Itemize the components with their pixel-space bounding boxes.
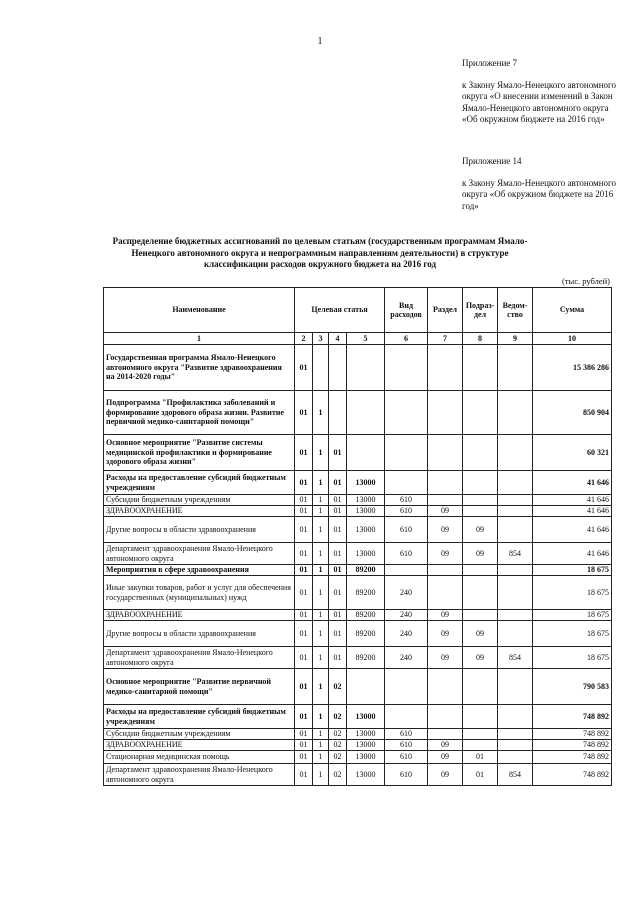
cell-vr: 240 — [385, 647, 428, 669]
cell-pr — [463, 345, 498, 391]
cell-pr — [463, 669, 498, 705]
table-row — [104, 764, 612, 786]
cell-pr — [463, 740, 498, 751]
cell-ved: 854 — [498, 764, 533, 786]
table-row — [104, 740, 612, 751]
cell-ved — [498, 471, 533, 495]
table-row — [104, 729, 612, 740]
cell-c2: 01 — [295, 740, 313, 751]
column-number: 4 — [329, 333, 347, 345]
cell-name: Департамент здравоохранения Ямало-Ненецкого автономного округа — [104, 764, 295, 786]
cell-c5: 13000 — [347, 751, 385, 764]
cell-pr: 01 — [463, 764, 498, 786]
cell-c5: 89200 — [347, 647, 385, 669]
cell-c3: 1 — [313, 543, 329, 565]
cell-c2: 01 — [295, 345, 313, 391]
cell-name: Расходы на предоставление субсидий бюджетным учреждениям — [104, 705, 295, 729]
cell-rz — [428, 471, 463, 495]
cell-sum: 18 675 — [533, 647, 612, 669]
table-row — [104, 435, 612, 471]
cell-c2: 01 — [295, 621, 313, 647]
cell-c3 — [313, 345, 329, 391]
cell-rz — [428, 669, 463, 705]
cell-c2: 01 — [295, 729, 313, 740]
cell-c4: 01 — [329, 506, 347, 517]
cell-rz: 09 — [428, 610, 463, 621]
column-number: 10 — [533, 333, 612, 345]
table-row — [104, 669, 612, 705]
cell-c4: 02 — [329, 751, 347, 764]
table-row — [104, 543, 612, 565]
cell-c2: 01 — [295, 506, 313, 517]
cell-ved — [498, 610, 533, 621]
cell-c5: 13000 — [347, 543, 385, 565]
cell-vr: 610 — [385, 543, 428, 565]
cell-c5: 13000 — [347, 517, 385, 543]
appendix-7-block — [462, 58, 622, 126]
cell-c5: 13000 — [347, 764, 385, 786]
cell-ved — [498, 705, 533, 729]
cell-rz — [428, 565, 463, 576]
cell-vr: 240 — [385, 610, 428, 621]
cell-ved — [498, 435, 533, 471]
cell-pr — [463, 391, 498, 435]
cell-vr — [385, 391, 428, 435]
cell-name: Мероприятия в сфере здравоохранения — [104, 565, 295, 576]
cell-vr: 610 — [385, 764, 428, 786]
cell-c2: 01 — [295, 435, 313, 471]
cell-c3: 1 — [313, 391, 329, 435]
cell-name: ЗДРАВООХРАНЕНИЕ — [104, 740, 295, 751]
cell-ved — [498, 576, 533, 610]
cell-vr — [385, 565, 428, 576]
cell-vr — [385, 345, 428, 391]
cell-ved — [498, 565, 533, 576]
cell-c4: 01 — [329, 495, 347, 506]
cell-rz: 09 — [428, 506, 463, 517]
cell-c3: 1 — [313, 495, 329, 506]
cell-rz: 09 — [428, 621, 463, 647]
cell-c2: 01 — [295, 610, 313, 621]
header-subsection: Подраз-дел — [463, 288, 498, 333]
cell-c3: 1 — [313, 740, 329, 751]
cell-c5: 89200 — [347, 610, 385, 621]
cell-c4: 01 — [329, 565, 347, 576]
table-row — [104, 647, 612, 669]
cell-rz: 09 — [428, 740, 463, 751]
cell-c4: 01 — [329, 471, 347, 495]
cell-rz: 09 — [428, 764, 463, 786]
cell-c4: 01 — [329, 517, 347, 543]
cell-sum: 18 675 — [533, 610, 612, 621]
cell-c3: 1 — [313, 729, 329, 740]
cell-sum: 41 646 — [533, 543, 612, 565]
cell-c3: 1 — [313, 621, 329, 647]
cell-c3: 1 — [313, 517, 329, 543]
cell-vr: 610 — [385, 517, 428, 543]
cell-sum: 18 675 — [533, 565, 612, 576]
cell-c5: 89200 — [347, 576, 385, 610]
column-number: 5 — [347, 333, 385, 345]
cell-ved — [498, 669, 533, 705]
cell-c4: 01 — [329, 647, 347, 669]
cell-c3: 1 — [313, 751, 329, 764]
cell-c5: 13000 — [347, 495, 385, 506]
cell-rz — [428, 435, 463, 471]
cell-vr: 240 — [385, 576, 428, 610]
cell-vr: 610 — [385, 729, 428, 740]
cell-pr: 09 — [463, 543, 498, 565]
cell-pr — [463, 705, 498, 729]
cell-sum: 41 646 — [533, 471, 612, 495]
cell-name: Департамент здравоохранения Ямало-Ненецкого автономного округа — [104, 543, 295, 565]
cell-sum: 748 892 — [533, 705, 612, 729]
cell-name: Иные закупки товаров, работ и услуг для обеспечения государственных (муниципальных) нужд — [104, 576, 295, 610]
cell-rz — [428, 729, 463, 740]
cell-c2: 01 — [295, 495, 313, 506]
cell-pr — [463, 495, 498, 506]
cell-pr: 09 — [463, 621, 498, 647]
cell-c2: 01 — [295, 471, 313, 495]
cell-sum: 748 892 — [533, 764, 612, 786]
cell-name: Стационарная медицинская помощь — [104, 751, 295, 764]
cell-ved — [498, 621, 533, 647]
cell-vr — [385, 705, 428, 729]
cell-c2: 01 — [295, 517, 313, 543]
cell-c2: 01 — [295, 764, 313, 786]
table-header-row — [104, 288, 612, 333]
table-row — [104, 751, 612, 764]
appendix-7-text: к Закону Ямало-Ненецкого автономного округа «О внесении изменений в Закон Ямало-Ненецкого автономного округа «Об окружном бюджете на 2016 год» — [462, 79, 617, 124]
cell-c5 — [347, 435, 385, 471]
table-row — [104, 391, 612, 435]
cell-name: Основное мероприятие "Развитие системы медицинской профилактики и формирование здорового образа жизни" — [104, 435, 295, 471]
cell-rz — [428, 705, 463, 729]
cell-rz — [428, 391, 463, 435]
cell-pr — [463, 435, 498, 471]
cell-name: Подпрограмма "Профилактика заболеваний и формирование здорового образа жизни. Развитие первичной медико-санитарной помощи" — [104, 391, 295, 435]
cell-c4 — [329, 345, 347, 391]
table-row — [104, 705, 612, 729]
cell-sum: 850 904 — [533, 391, 612, 435]
cell-name: Департамент здравоохранения Ямало-Ненецкого автономного округа — [104, 647, 295, 669]
cell-rz: 09 — [428, 647, 463, 669]
cell-c2: 01 — [295, 391, 313, 435]
cell-sum: 748 892 — [533, 729, 612, 740]
cell-ved — [498, 751, 533, 764]
cell-c3: 1 — [313, 610, 329, 621]
cell-vr: 610 — [385, 495, 428, 506]
cell-vr — [385, 471, 428, 495]
cell-c2: 01 — [295, 576, 313, 610]
cell-ved: 854 — [498, 647, 533, 669]
cell-pr — [463, 576, 498, 610]
cell-ved — [498, 506, 533, 517]
appendix-14-title: Приложение 14 — [462, 156, 522, 166]
cell-vr: 610 — [385, 740, 428, 751]
cell-c4: 02 — [329, 740, 347, 751]
cell-pr — [463, 729, 498, 740]
appendix-14-block — [462, 156, 622, 212]
header-name: Наименование — [104, 288, 295, 333]
cell-c4: 02 — [329, 729, 347, 740]
cell-c3: 1 — [313, 565, 329, 576]
table-row — [104, 345, 612, 391]
appendix-14-text: к Закону Ямало-Ненецкого автономного округа «Об окружном бюджете на 2016 год» — [462, 177, 617, 211]
column-number: 9 — [498, 333, 533, 345]
column-number-row — [104, 333, 612, 345]
cell-c4: 01 — [329, 435, 347, 471]
header-sum: Сумма — [533, 288, 612, 333]
cell-c4: 01 — [329, 621, 347, 647]
table-row — [104, 517, 612, 543]
cell-sum: 60 321 — [533, 435, 612, 471]
cell-c2: 01 — [295, 647, 313, 669]
cell-c3: 1 — [313, 669, 329, 705]
header-department: Ведом-ство — [498, 288, 533, 333]
cell-pr — [463, 506, 498, 517]
cell-c5 — [347, 391, 385, 435]
column-number: 1 — [104, 333, 295, 345]
table-row — [104, 506, 612, 517]
cell-rz: 09 — [428, 543, 463, 565]
table-row — [104, 576, 612, 610]
table-row — [104, 565, 612, 576]
cell-rz — [428, 345, 463, 391]
cell-pr — [463, 610, 498, 621]
table-row — [104, 621, 612, 647]
cell-ved — [498, 345, 533, 391]
cell-c4: 02 — [329, 669, 347, 705]
cell-pr: 09 — [463, 517, 498, 543]
cell-c4: 02 — [329, 705, 347, 729]
cell-name: ЗДРАВООХРАНЕНИЕ — [104, 610, 295, 621]
cell-vr: 610 — [385, 506, 428, 517]
cell-sum: 41 646 — [533, 495, 612, 506]
cell-ved — [498, 517, 533, 543]
column-number: 8 — [463, 333, 498, 345]
cell-c5: 13000 — [347, 471, 385, 495]
cell-c2: 01 — [295, 543, 313, 565]
cell-c5: 13000 — [347, 506, 385, 517]
cell-c5 — [347, 345, 385, 391]
cell-ved — [498, 495, 533, 506]
header-section: Раздел — [428, 288, 463, 333]
cell-c4: 02 — [329, 764, 347, 786]
cell-c5: 13000 — [347, 705, 385, 729]
column-number: 3 — [313, 333, 329, 345]
cell-c5: 13000 — [347, 729, 385, 740]
appendix-7-title: Приложение 7 — [462, 58, 518, 68]
cell-c4: 01 — [329, 576, 347, 610]
column-number: 6 — [385, 333, 428, 345]
cell-ved — [498, 729, 533, 740]
cell-c2: 01 — [295, 669, 313, 705]
cell-c5: 89200 — [347, 621, 385, 647]
cell-c3: 1 — [313, 764, 329, 786]
cell-name: Государственная программа Ямало-Ненецкого автономного округа "Развитие здравоохранения на 2014-2020 годы" — [104, 345, 295, 391]
cell-vr: 240 — [385, 621, 428, 647]
cell-pr — [463, 471, 498, 495]
units-label: (тыс. рублей) — [561, 276, 610, 286]
budget-table — [103, 287, 612, 786]
cell-sum: 41 646 — [533, 506, 612, 517]
cell-sum: 41 646 — [533, 517, 612, 543]
cell-pr: 01 — [463, 751, 498, 764]
cell-c2: 01 — [295, 565, 313, 576]
column-number: 7 — [428, 333, 463, 345]
cell-rz — [428, 495, 463, 506]
cell-sum: 748 892 — [533, 740, 612, 751]
cell-name: Другие вопросы в области здравоохранения — [104, 517, 295, 543]
cell-sum: 748 892 — [533, 751, 612, 764]
cell-vr — [385, 669, 428, 705]
cell-c4: 01 — [329, 610, 347, 621]
cell-name: ЗДРАВООХРАНЕНИЕ — [104, 506, 295, 517]
cell-name: Субсидии бюджетным учреждениям — [104, 729, 295, 740]
header-expense-type: Вид расходов — [385, 288, 428, 333]
table-row — [104, 471, 612, 495]
cell-name: Расходы на предоставление субсидий бюджетным учреждениям — [104, 471, 295, 495]
cell-name: Субсидии бюджетным учреждениям — [104, 495, 295, 506]
cell-c2: 01 — [295, 705, 313, 729]
table-row — [104, 610, 612, 621]
cell-ved: 854 — [498, 543, 533, 565]
cell-ved — [498, 740, 533, 751]
table-body — [104, 345, 612, 786]
cell-c3: 1 — [313, 471, 329, 495]
cell-name: Основное мероприятие "Развитие первичной медико-санитарной помощи" — [104, 669, 295, 705]
table-row — [104, 495, 612, 506]
cell-c3: 1 — [313, 506, 329, 517]
document-title: Распределение бюджетных ассигнований по целевым статьям (государственным программам Ямало-Ненецкого автономного округа и непрограммным направлениям деятельности) в структуре классификации расходов окружного бюджета на 2016 год — [112, 236, 528, 269]
cell-c5 — [347, 669, 385, 705]
cell-sum: 790 583 — [533, 669, 612, 705]
cell-c3: 1 — [313, 576, 329, 610]
cell-rz: 09 — [428, 517, 463, 543]
cell-ved — [498, 391, 533, 435]
cell-pr — [463, 565, 498, 576]
cell-sum: 15 386 286 — [533, 345, 612, 391]
cell-sum: 18 675 — [533, 576, 612, 610]
cell-c4: 01 — [329, 543, 347, 565]
cell-c3: 1 — [313, 647, 329, 669]
cell-c5: 89200 — [347, 565, 385, 576]
cell-c3: 1 — [313, 705, 329, 729]
cell-c2: 01 — [295, 751, 313, 764]
cell-rz: 09 — [428, 751, 463, 764]
cell-vr: 610 — [385, 751, 428, 764]
page-number: 1 — [317, 36, 323, 47]
column-number: 2 — [295, 333, 313, 345]
cell-c3: 1 — [313, 435, 329, 471]
cell-sum: 18 675 — [533, 621, 612, 647]
cell-rz — [428, 576, 463, 610]
cell-c5: 13000 — [347, 740, 385, 751]
cell-vr — [385, 435, 428, 471]
cell-pr: 09 — [463, 647, 498, 669]
cell-c4 — [329, 391, 347, 435]
cell-name: Другие вопросы в области здравоохранения — [104, 621, 295, 647]
header-target: Целевая статья — [295, 288, 385, 333]
